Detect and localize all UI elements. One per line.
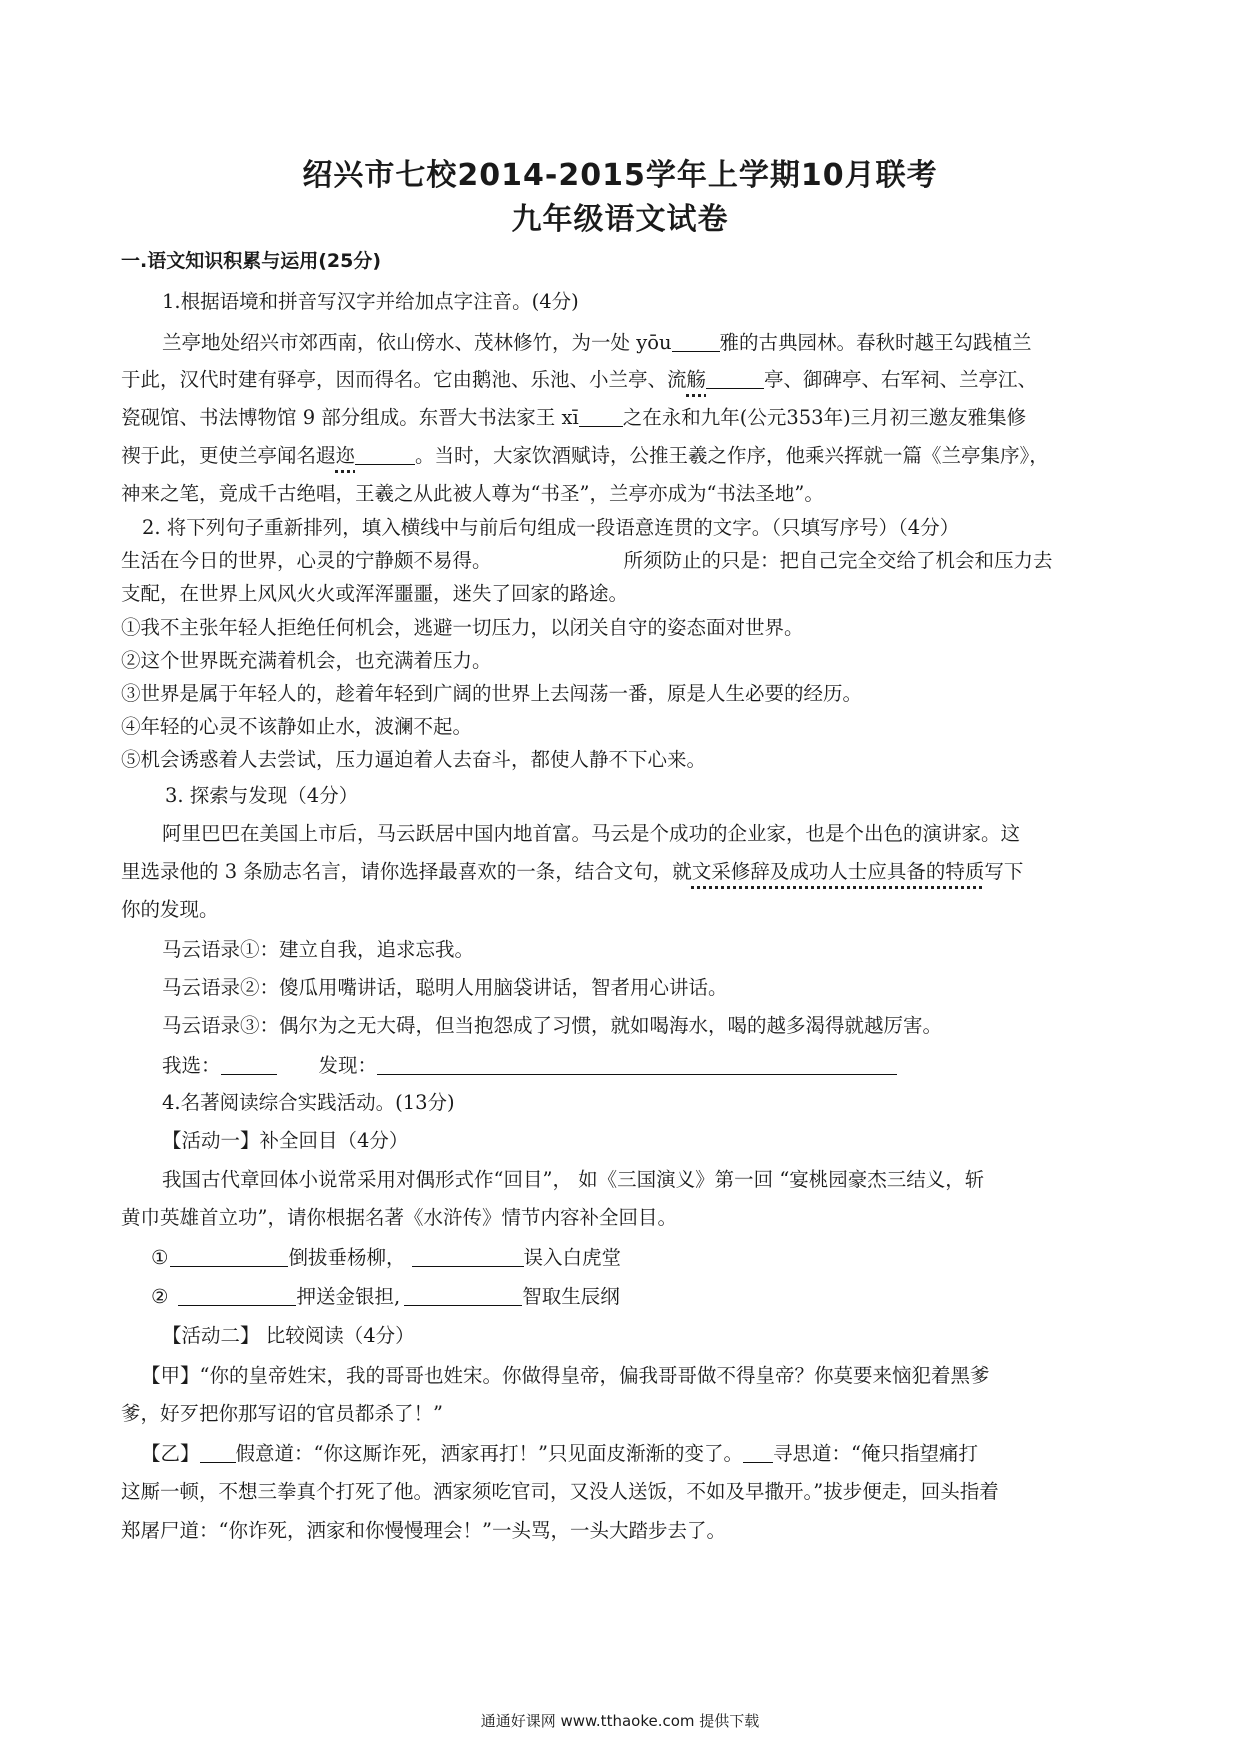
q3-answer-line [162,1056,897,1076]
q1-blank-yiu[interactable] [672,333,720,352]
q3-line-2b: 写下 [984,860,1024,883]
q3-line-1: 阿里巴巴在美国上市后，马云跃居中国内地首富。马云是个成功的企业家，也是个出色的演讲家。这 [162,822,1021,845]
q1-prompt: 1.根据语境和拼音写汉字并给加点字注音。(4分) [162,290,579,313]
q1-blank-pinyin-1[interactable] [706,370,764,389]
q1-dotted-char-1: 觞 [686,368,707,391]
q1-line-1a: 兰亭地处绍兴市郊西南，依山傍水、茂林修竹，为一处 yōu [162,331,672,354]
q4-row1-mid: 倒拔垂杨柳， [288,1246,406,1269]
q4-yi-label: 【乙】 [141,1442,200,1465]
q1-line-3a: 瓷砚馆、书法博物馆 9 部分组成。东晋大书法家王 xī [121,406,579,429]
q1-line-4a: 禊于此，更使兰亭闻名遐 [121,444,336,467]
q1-line-2 [121,370,1037,390]
q2-prompt: 2. 将下列句子重新排列，填入横线中与前后句组成一段语意连贯的文字。（只填写序号）（4分） [142,516,960,539]
q1-blank-xi[interactable] [579,408,623,427]
q4-yi-line-1c: 寻思道：“俺只指望痛打 [772,1442,978,1465]
q3-line-3: 你的发现。 [121,898,219,921]
q4-chapter-row-1 [151,1248,621,1268]
page-footer: 通通好课网 www.tthaoke.com 提供下载 [480,1712,760,1730]
q4-row2-end: 智取生辰纲 [522,1285,620,1308]
q4-row1-num: ① [151,1246,169,1269]
q3-line-2a: 里选录他的 3 条励志名言，请你选择最喜欢的一条，结合文句，就 [121,860,692,883]
q1-line-1b: 雅的古典园林。春秋时越王勾践植兰 [719,331,1032,354]
q1-line-2a: 于此，汉代时建有驿亭，因而得名。它由鹅池、乐池、小兰亭、流 [121,368,687,391]
q3-find-blank[interactable] [377,1056,897,1075]
q3-dotted-phrase: 文采修辞及成功人士应具备的特质 [691,860,985,883]
q2-context-1a: 生活在今日的世界，心灵的宁静颇不易得。 [121,549,492,572]
q4-a1-line-2: 黄巾英雄首立功”，请你根据名著《水浒传》情节内容补全回目。 [121,1206,677,1229]
q4-yi-line-2: 这厮一顿，不想三拳真个打死了他。洒家须吃官司，又没人送饭，不如及早撒开。”拔步便走，回头指着 [121,1480,999,1503]
q3-line-2 [121,862,1023,882]
q4-a1-line-1: 我国古代章回体小说常采用对偶形式作“回目”， 如《三国演义》第一回 “宴桃园豪杰三结义，斩 [162,1168,985,1191]
q4-yi-line-1 [141,1444,978,1464]
q2-option-5: ⑤机会诱惑着人去尝试，压力逼迫着人去奋斗，都使人静不下心来。 [121,748,707,771]
q3-quote-3: 马云语录③：偶尔为之无大碍，但当抱怨成了习惯，就如喝海水，喝的越多渴得就越厉害。 [162,1014,943,1037]
q4-yi-blank-1[interactable] [200,1444,236,1463]
q2-option-2: ②这个世界既充满着机会，也充满着压力。 [121,649,492,672]
q4-activity-2: 【活动二】 比较阅读（4分） [162,1324,415,1347]
q2-option-1: ①我不主张年轻人拒绝任何机会，逃避一切压力，以闭关自守的姿态面对世界。 [121,616,804,639]
section-heading: 一.语文知识积累与运用(25分) [121,250,382,272]
q1-line-3b: 之在永和九年(公元353年)三月初三邀友雅集修 [622,406,1027,429]
q2-option-4: ④年轻的心灵不该静如止水，波澜不起。 [121,715,473,738]
q1-dotted-char-2: 迩 [335,444,356,467]
q3-choose-label: 我选： [162,1054,221,1077]
q1-line-5: 神来之笔，竟成千古绝唱，王羲之从此被人尊为“书圣”，兰亭亦成为“书法圣地”。 [121,482,824,505]
q4-yi-line-3: 郑屠尸道：“你诈死，洒家和你慢慢理会！”一头骂，一头大踏步去了。 [121,1519,726,1542]
q4-activity-1: 【活动一】补全回目（4分） [162,1129,409,1152]
q4-yi-line-1b: 假意道：“你这厮诈死，洒家再打！”只见面皮渐渐的变了。 [235,1442,743,1465]
q4-row1-blank-2[interactable] [412,1248,524,1267]
exam-title: 绍兴市七校2014-2015学年上学期10月联考 [302,158,938,193]
q3-quote-2: 马云语录②：傻瓜用嘴讲话，聪明人用脑袋讲话，智者用心讲话。 [162,976,728,999]
q4-prompt: 4.名著阅读综合实践活动。(13分) [162,1091,455,1114]
q3-quote-1: 马云语录①：建立自我，追求忘我。 [162,938,475,961]
q4-jia-line-1: 【甲】“你的皇帝姓宋，我的哥哥也姓宋。你做得皇帝，偏我哥哥做不得皇帝？你莫要来恼犯着黑爹 [141,1364,990,1387]
q1-line-4 [121,446,1049,466]
q4-row2-blank-2[interactable] [404,1287,522,1306]
q4-jia-line-2: 爹，好歹把你那写诏的官员都杀了！” [121,1402,443,1425]
q2-context-line-1 [121,551,1053,571]
q3-choose-blank[interactable] [221,1056,277,1075]
q1-blank-pinyin-2[interactable] [355,446,415,465]
q4-yi-blank-2[interactable] [743,1444,773,1463]
q4-chapter-row-2 [151,1287,620,1307]
q4-row2-mid: 押送金银担, [296,1285,401,1308]
q2-context-1b: 所须防止的只是：把自己完全交给了机会和压力去 [623,549,1053,572]
q3-prompt: 3. 探索与发现（4分） [165,784,359,807]
q3-find-label: 发现： [318,1054,378,1077]
q4-row1-end: 误入白虎堂 [523,1246,622,1269]
q4-row2-num: ② [151,1285,169,1308]
q4-row1-blank-1[interactable] [170,1248,288,1267]
q1-line-4b: 。当时，大家饮酒赋诗，公推王羲之作序，他乘兴挥就一篇《兰亭集序》， [415,444,1049,467]
exam-subtitle: 九年级语文试卷 [511,202,729,237]
q1-line-1 [162,333,1032,353]
q2-context-line-2: 支配，在世界上风风火火或浑浑噩噩，迷失了回家的路途。 [121,582,629,605]
q1-line-2b: 亭、御碑亭、右军祠、兰亭江、 [764,368,1038,391]
q2-option-3: ③世界是属于年轻人的，趁着年轻到广阔的世界上去闯荡一番，原是人生必要的经历。 [121,682,863,705]
q1-line-3 [121,408,1026,428]
q4-row2-blank-1[interactable] [178,1287,296,1306]
